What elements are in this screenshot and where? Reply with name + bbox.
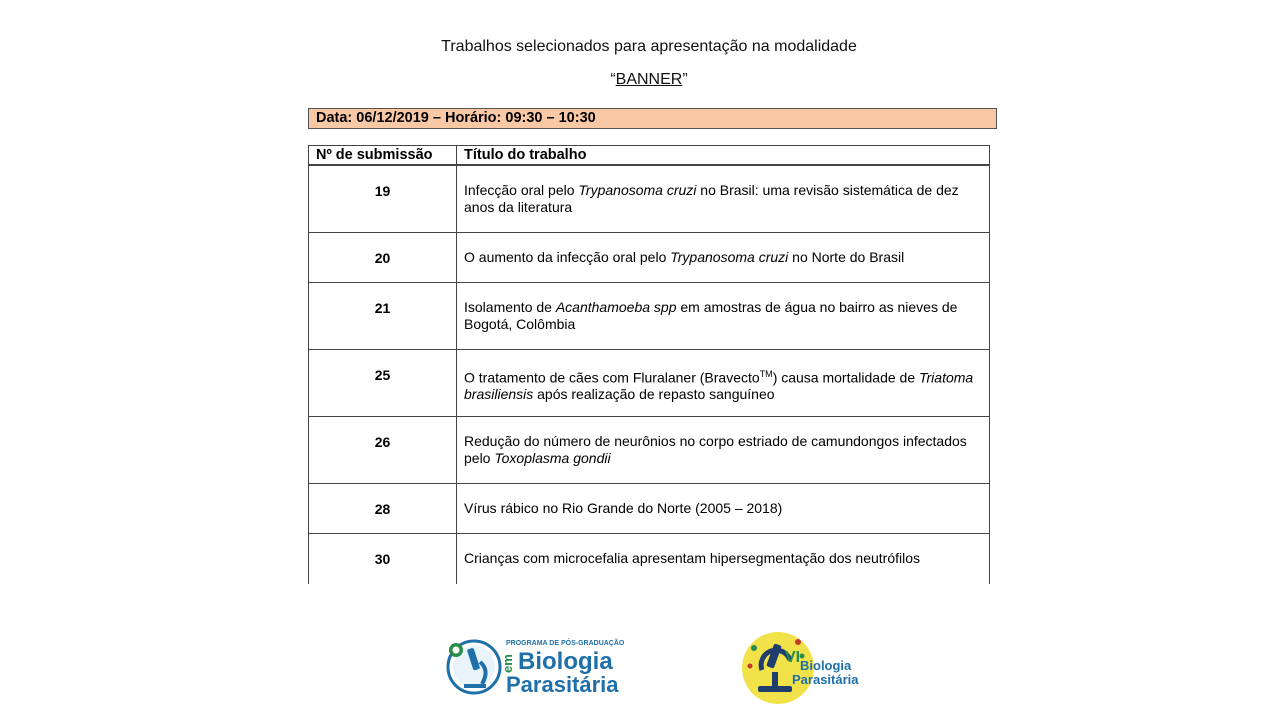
- title-text: Redução do número de neurônios no corpo estriado de camundongos infectados pelo: [464, 432, 967, 466]
- program-logo: [444, 636, 624, 698]
- submission-number: 26: [309, 416, 457, 483]
- submission-number: 21: [309, 282, 457, 349]
- table-row: [309, 483, 990, 533]
- submission-title: [457, 165, 990, 232]
- page-title: [0, 38, 1280, 56]
- title-species: Trypanosoma cruzi: [670, 248, 789, 265]
- title-text: em amostras de água no bairro as nieves de Bogotá, Colômbia: [464, 298, 958, 332]
- quote-open: “: [610, 71, 616, 88]
- session-date-bar: [308, 108, 997, 129]
- page-subtitle: [0, 71, 1280, 89]
- logo-word-1: Biologia: [518, 648, 613, 675]
- table-row: [309, 282, 990, 349]
- column-header-number: Nº de submissão: [309, 146, 457, 166]
- table-row: [309, 165, 990, 232]
- title-text: Crianças com microcefalia apresentam hipersegmentação dos neutrófilos: [464, 549, 920, 566]
- event-word-2: Parasitária: [792, 672, 859, 687]
- title-species: Acanthamoeba spp: [555, 298, 677, 315]
- submission-number: 25: [309, 349, 457, 416]
- table-row: [309, 416, 990, 483]
- title-text: Vírus rábico no Rio Grande do Norte (2005 – 2018): [464, 499, 783, 516]
- submission-number: 28: [309, 483, 457, 533]
- title-text: no Brasil: uma revisão sistemática de dez anos da literatura: [464, 182, 959, 215]
- title-text: ) causa mortalidade de: [772, 369, 919, 386]
- title-species: Trypanosoma cruzi: [578, 182, 697, 198]
- title-text: no Norte do Brasil: [788, 248, 905, 265]
- title-text: O tratamento de cães com Fluralaner (Bravecto: [464, 369, 760, 386]
- submission-title: [457, 533, 990, 584]
- title-text: Isolamento de: [464, 298, 556, 315]
- table-row: [309, 232, 990, 282]
- title-species: Triatoma brasiliensis: [464, 369, 974, 403]
- trademark-sup: TM: [759, 368, 773, 379]
- column-header-title: Título do trabalho: [457, 146, 990, 166]
- title-text: Infecção oral pelo: [464, 182, 579, 198]
- session-date-label: Data: 06/12/2019 – Horário: 09:30 – 10:30: [316, 110, 596, 126]
- submission-title: [457, 349, 990, 416]
- submission-number: 19: [309, 165, 457, 232]
- title-species: Toxoplasma gondii: [494, 449, 611, 466]
- submission-title: [457, 416, 990, 483]
- logo-word-2: Parasitária: [506, 672, 619, 697]
- microscope-icon: [448, 641, 500, 693]
- title-text: após realização de repasto sanguíneo: [533, 386, 775, 403]
- quote-close: ”: [682, 71, 688, 88]
- table-row: [309, 533, 990, 584]
- submissions-table: [308, 145, 990, 584]
- submission-title: [457, 483, 990, 533]
- event-logo: [740, 630, 860, 704]
- submission-number: 20: [309, 232, 457, 282]
- table-row: [309, 349, 990, 416]
- logo-top-line: PROGRAMA DE PÓS-GRADUAÇÃO: [506, 640, 624, 647]
- title-text: O aumento da infecção oral pelo: [464, 248, 671, 265]
- submission-title: [457, 282, 990, 349]
- event-roman-numeral: VI: [785, 649, 801, 666]
- logo-em: em: [500, 654, 515, 673]
- submission-title: [457, 232, 990, 282]
- banner-word: BANNER: [615, 71, 683, 88]
- submission-number: 30: [309, 533, 457, 584]
- event-word-1: Biologia: [800, 658, 852, 673]
- table-header-row: [309, 146, 990, 166]
- title-line-1: Trabalhos selecionados para apresentação na modalidade: [441, 38, 857, 55]
